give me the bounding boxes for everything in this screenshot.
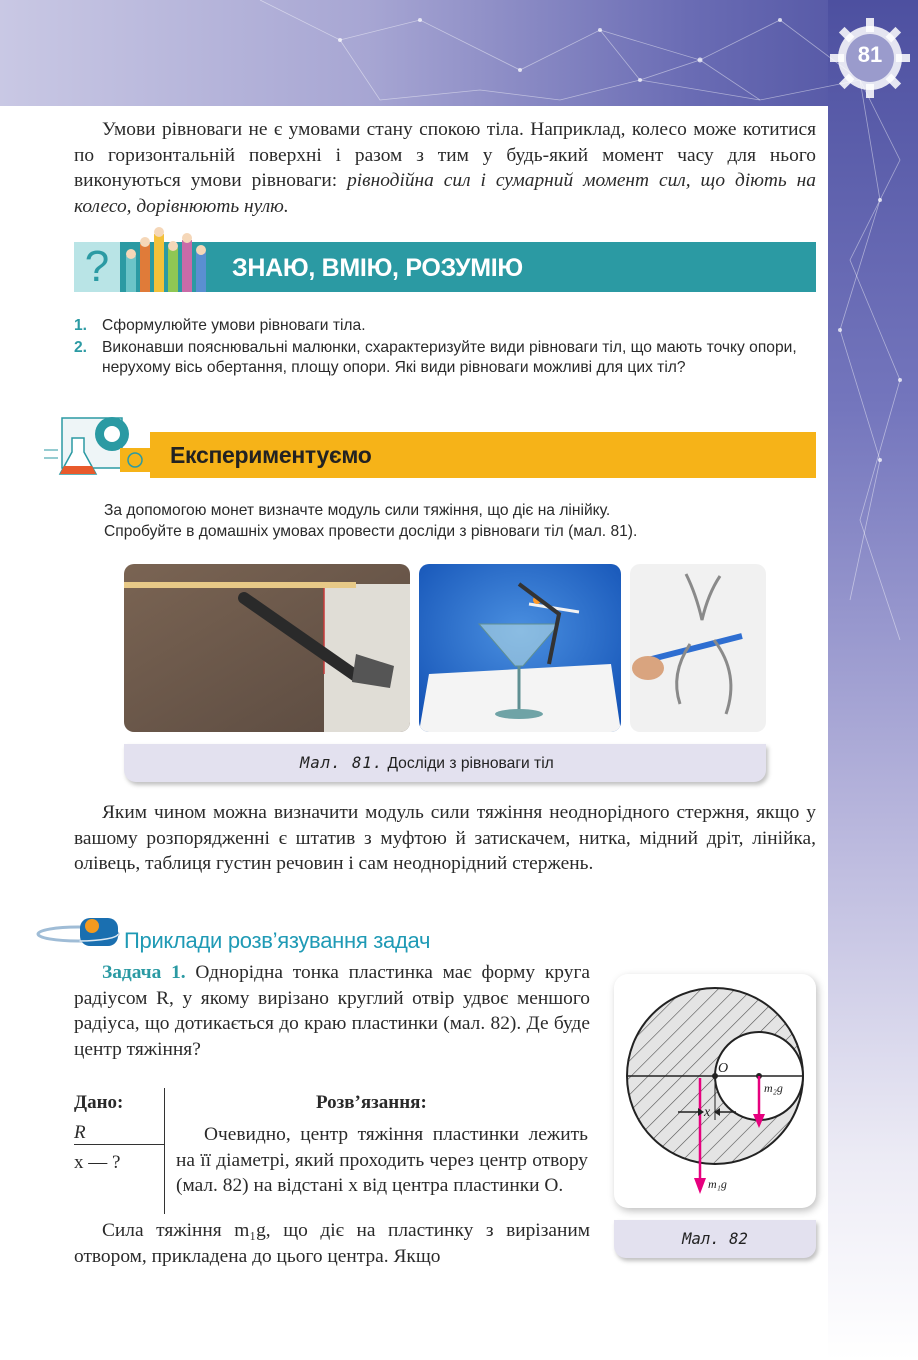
figure82-caption: Мал. 82 (682, 1230, 748, 1248)
solution-text: Очевидно, центр тяжіння пластинки лежить на її діаметрі, який проходить через центр отвору (мал. 82) на відстані x від центра пластинки O. (176, 1124, 588, 1197)
question-icon: ? (74, 242, 120, 292)
planet-orbit-icon (34, 912, 124, 952)
plate-diagram (614, 974, 816, 1208)
m2g-label: m₂g⃗ (764, 1081, 793, 1095)
m1g-label: m₁g⃗ (708, 1177, 737, 1191)
raised-hands-icon (120, 222, 220, 292)
list-item: 1. Сформулюйте умови рівноваги тіла. (74, 317, 366, 334)
problems-title: Приклади розв’язування задач (124, 928, 431, 953)
glass-forks-photo (419, 564, 621, 732)
list-item: 2. Виконавши пояснювальні малюнки, схарактеризуйте види рівноваги тіл, що мають точку опори, нерухому вісь обертання, площу опори. Які види рівноваги можливі для цих тіл? (74, 338, 797, 376)
know-title: ЗНАЮ, ВМІЮ, РОЗУМІЮ (232, 254, 523, 282)
given-divider (74, 1144, 164, 1145)
solution-divider (164, 1088, 165, 1214)
task-1: Задача 1. Однорідна тонка пластинка має форму круга радіусом R, у якому вирізано круглий отвір удвоє меншого радіуса, що дотикається до краю пластинки (мал. 82). Де буде центр тяжіння? (74, 962, 591, 1060)
given-unknown: x — ? (74, 1152, 121, 1173)
figure82-box (614, 974, 816, 1208)
page-number: 81 (857, 42, 883, 67)
hammer-ruler-photo (124, 564, 410, 732)
figure81-caption: Мал. 81. Досліди з рівноваги тіл (300, 754, 554, 772)
lab-equipment-icon (44, 408, 162, 486)
given-label: Дано: (74, 1092, 124, 1113)
last-paragraph: Сила тяжіння m₁g, що діє на пластинку з вирізаним отвором, прикладена до цього центра. Якщо (74, 1220, 590, 1267)
experiment-title: Експериментуємо (170, 442, 372, 468)
point-o-label: O (718, 1061, 729, 1076)
intro-paragraph: Умови рівноваги не є умовами стану спокою тіла. Наприклад, колесо може котитися по горизонтальній поверхні і разом з тим у будь-який момент часу для нього виконуються умови рівноваги: рівнодійна сил і сумарний момент сил, що діють на колесо, дорівнюють нулю. (74, 119, 816, 217)
experiment-text: За допомогою монет визначте модуль сили тяжіння, що діє на лінійку. Спробуйте в домашніх умовах провести досліди з рівноваги тіл (мал. 81). (104, 502, 638, 540)
paragraph-2: Яким чином можна визначити модуль сили тяжіння неоднорідного стержня, якщо у вашому розпорядженні є штатив з муфтою й затискачем, нитка, мідний дріт, лінійка, олівець, таблиця густин речовин і сам неоднорідний стержень. (74, 802, 816, 874)
solution-label: Розв’язання: (316, 1092, 427, 1113)
distance-x-label: x (704, 1105, 711, 1120)
question-list (74, 316, 816, 380)
given-radius: R (74, 1122, 86, 1143)
pencil-forks-photo (630, 564, 766, 732)
